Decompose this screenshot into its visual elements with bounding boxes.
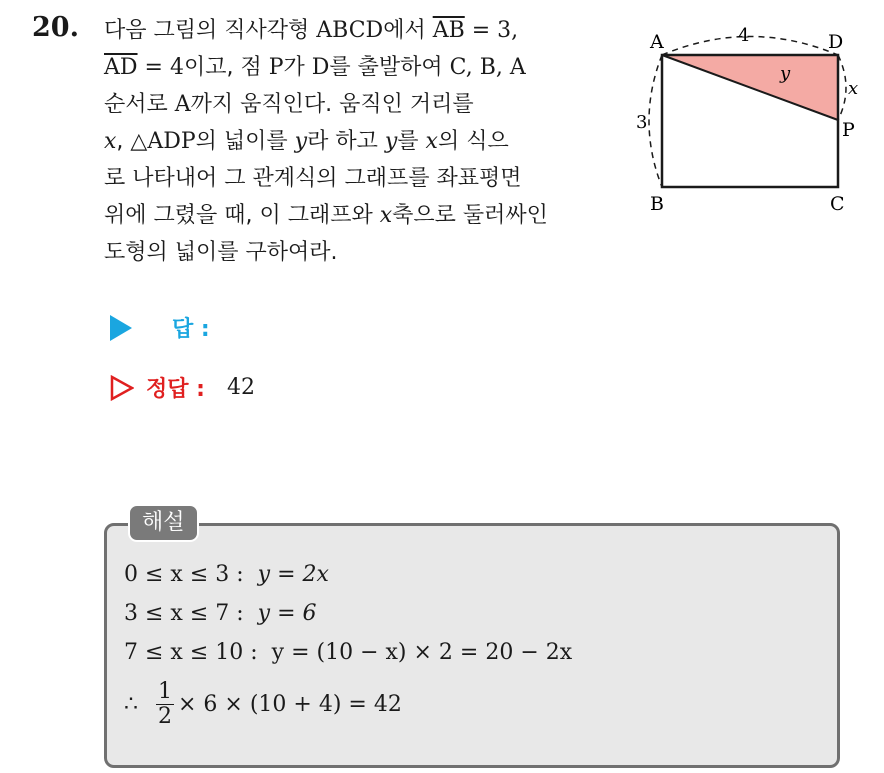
dimension-arc-left — [649, 55, 662, 187]
rectangle-figure — [630, 18, 870, 218]
play-icon — [110, 315, 132, 341]
text-run: , — [116, 129, 131, 154]
dimension-arc-top — [662, 37, 838, 56]
math-run: △ADP — [130, 129, 196, 154]
correct-answer-row — [110, 372, 255, 403]
fraction-numerator: 1 — [158, 678, 172, 704]
math-run: D — [311, 55, 330, 80]
question-line — [104, 86, 624, 123]
text-run: 도형의 넓이를 구하여라. — [104, 240, 338, 265]
solution-condition: 3 ≤ x ≤ 7 : — [124, 601, 244, 626]
question-number: 20. — [32, 12, 79, 43]
text-run: 의 식으 — [437, 129, 509, 154]
answer-row — [110, 312, 210, 343]
text-run: 를 출발하여 — [329, 55, 450, 80]
math-run: ABCD — [316, 18, 384, 43]
question-line — [104, 160, 624, 197]
solution-line — [124, 594, 572, 633]
math-run: C, B, A — [449, 55, 526, 80]
solution-final-line — [124, 674, 572, 734]
text-run: 이고, 점 — [183, 55, 269, 80]
solution-lines — [124, 555, 572, 734]
solution-expression: y = 6 — [257, 601, 317, 626]
solution-tag: 해설 — [128, 504, 199, 542]
text-run: 다음 그림의 직사각형 — [104, 18, 317, 43]
question-line — [104, 12, 624, 49]
length-label-3: 3 — [636, 112, 648, 133]
math-var: x — [425, 129, 438, 154]
length-label-4: 4 — [738, 25, 750, 46]
therefore-symbol: ∴ — [124, 691, 138, 717]
solution-line — [124, 555, 572, 594]
math-var: y — [294, 129, 308, 154]
fraction-one-half — [156, 680, 174, 729]
vertex-label-p: P — [842, 119, 855, 141]
fraction-denominator: 2 — [158, 703, 172, 729]
text-run: 에서 — [383, 18, 433, 43]
vertex-label-c: C — [830, 193, 845, 215]
text-run: 순서로 — [104, 92, 175, 117]
segment-ab: $\overline{AB}$ — [432, 18, 465, 43]
solution-condition: 0 ≤ x ≤ 3 : — [124, 562, 244, 587]
solution-condition: 7 ≤ x ≤ 10 : — [124, 640, 258, 665]
math-run: = 4 — [137, 55, 184, 80]
math-var: y — [384, 129, 398, 154]
question-line — [104, 234, 624, 271]
text-run: 까지 움직인다. 움직인 거리를 — [190, 92, 474, 117]
outline-triangle-icon — [110, 375, 134, 401]
text-run: 의 넓이를 — [195, 129, 295, 154]
text-run: 축으로 둘러싸인 — [392, 203, 548, 228]
answer-label: 답 : — [172, 317, 210, 342]
correct-answer-label: 정답 : — [146, 377, 205, 402]
question-line — [104, 197, 624, 234]
vertex-label-a: A — [650, 31, 664, 53]
text-run: 라 하고 — [307, 129, 385, 154]
math-run: = 3, — [464, 18, 519, 43]
vertex-label-d: D — [828, 31, 844, 53]
math-run: A — [174, 92, 191, 117]
text-run: 위에 그렸을 때, 이 그래프와 — [104, 203, 380, 228]
math-var: x — [379, 203, 393, 228]
length-label-x: x — [848, 78, 859, 99]
segment-ad: $\overline{AD}$ — [104, 55, 138, 80]
vertex-label-b: B — [650, 193, 664, 215]
solution-line — [124, 633, 572, 672]
question-line — [104, 49, 624, 86]
solution-expression: y = 2x — [257, 562, 329, 587]
question-line — [104, 123, 624, 160]
text-run: 를 — [397, 129, 426, 154]
area-label-y: y — [780, 63, 791, 84]
math-run: P — [268, 55, 284, 80]
text-run: 가 — [283, 55, 312, 80]
correct-answer-value: 42 — [226, 375, 255, 400]
math-var: x — [104, 129, 117, 154]
final-expression: × 6 × (10 + 4) = 42 — [178, 691, 402, 717]
text-run: 로 나타내어 그 관계식의 그래프를 좌표평면 — [104, 166, 522, 191]
solution-expression: y = (10 − x) × 2 = 20 − 2x — [271, 640, 573, 665]
question-text — [104, 12, 624, 271]
